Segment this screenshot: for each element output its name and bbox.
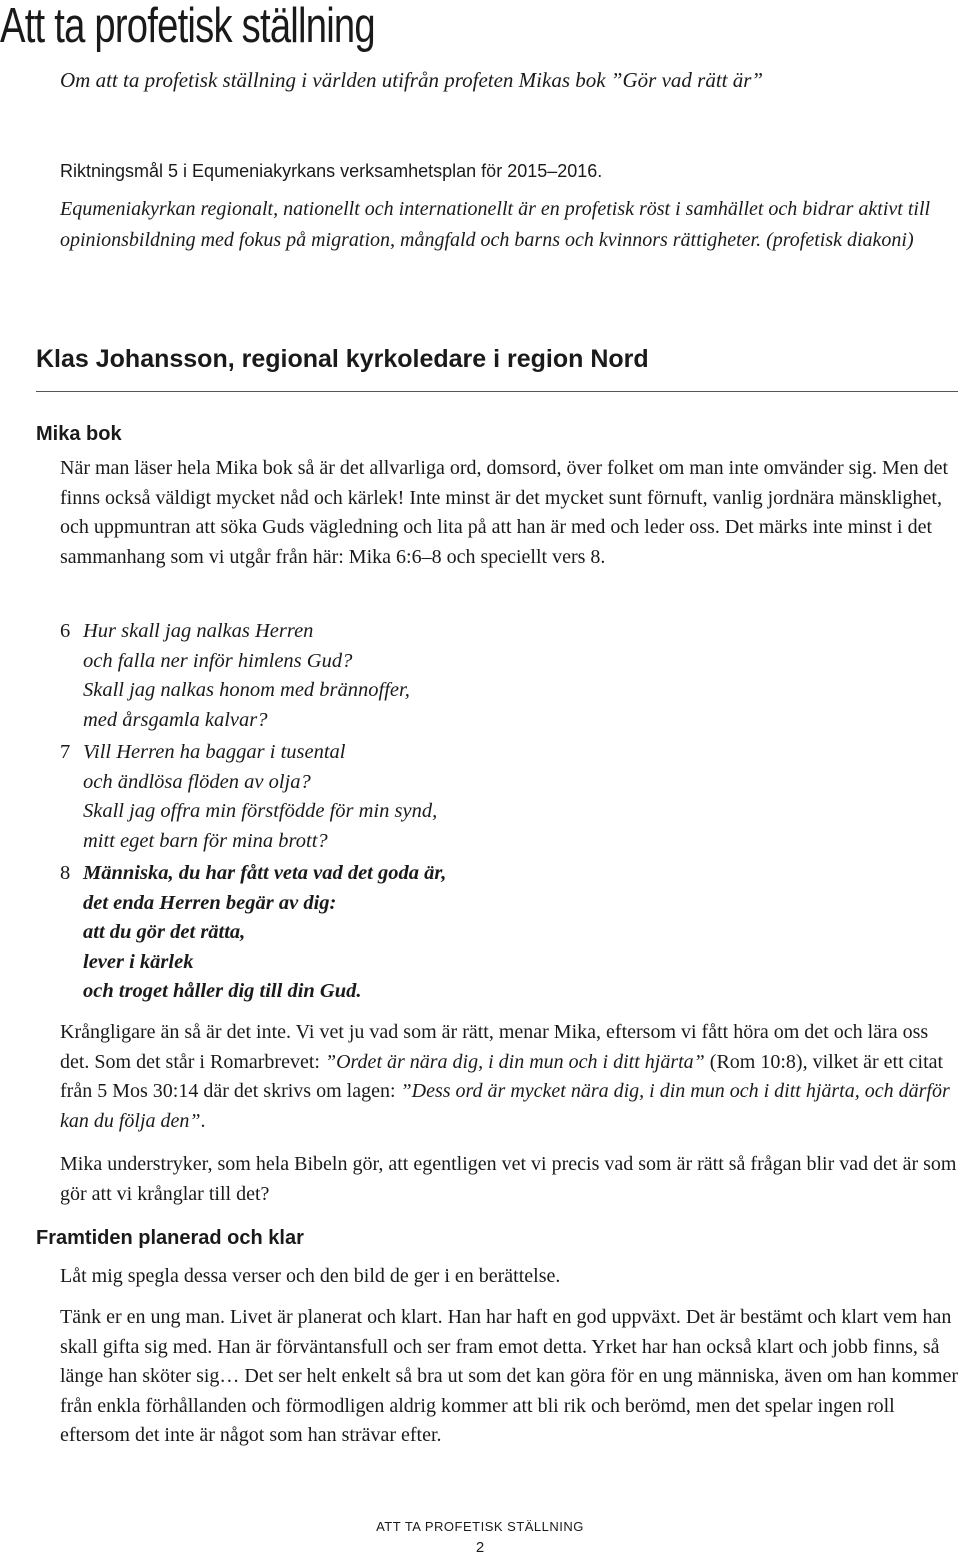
verse-line: Människa, du har fått veta vad det goda är, (83, 862, 447, 884)
quote-deuteronomy: ”Dess ord är mycket nära dig, i din mun och i ditt hjärta, och därför kan du följa den” (60, 1080, 950, 1132)
verse-line: och ändlösa flöden av olja? (83, 770, 311, 793)
paragraph-mika-understryker: Mika understryker, som hela Bibeln gör, att egentligen vet vi precis vad som är rätt så frågan blir vad det är som gör att vi krånglar till det? (60, 1153, 957, 1205)
verse-line: och falla ner inför himlens Gud? (83, 649, 353, 672)
running-footer-title: ATT TA PROFETISK STÄLLNING (376, 1519, 584, 1534)
divider (36, 391, 958, 392)
verse-line: med årsgamla kalvar? (83, 708, 268, 731)
verse-7 (60, 738, 960, 856)
text-run: Krångligare än så är det inte. Vi vet ju vad som är rätt, menar Mika, eftersom vi fått höra om det och lära oss det. Som det står i Romarbrevet: (60, 1021, 929, 1073)
verse-line: mitt eget barn för mina brott? (83, 829, 328, 852)
verse-6 (60, 617, 960, 735)
verse-line: Vill Herren ha baggar i tusental (83, 741, 346, 763)
verse-number: 7 (60, 741, 71, 763)
verse-block (60, 617, 960, 1007)
speaker-heading: Klas Johansson, regional kyrkoledare i region Nord (36, 345, 649, 373)
goal-text (60, 194, 960, 256)
page-subtitle: Om att ta profetisk ställning i världen utifrån profeten Mikas bok ”Gör vad rätt är” (60, 68, 764, 92)
text-run: . (200, 1109, 206, 1132)
quote-romans: ”Ordet är nära dig, i din mun och i ditt hjärta” (324, 1050, 705, 1073)
verse-line: att du gör det rätta, (83, 921, 246, 943)
verse-line: lever i kärlek (83, 950, 194, 973)
verse-number: 6 (60, 620, 71, 642)
page-number: 2 (475, 1539, 485, 1556)
verse-8 (60, 859, 960, 1007)
paragraph-berattelse: Tänk er en ung man. Livet är planerat och klart. Han har haft en god uppväxt. Det är bestämt och klart vem han skall gifta sig med. Han är förväntansfull och ser fram emot detta. Yrket har han också klart och jobb finns, så länge han sköter sig… Det ser helt enkelt så bra ut som det kan göra för en ung människa, även om han kommer från enkla förhållanden och förmodligen aldrig kommer att bli rik och berömd, men det spelar ingen roll eftersom det inte är något som han strävar efter. (60, 1306, 959, 1446)
goal-statement: Equmeniakyrkan regionalt, nationellt och internationellt är en profetisk röst i samhället och bidrar aktivt till opinionsbildning med fokus på migration, mångfald och barns och kvinnors rättigheter. (60, 198, 931, 251)
verse-line: och troget håller dig till din Gud. (83, 980, 362, 1002)
goal-heading: Riktningsmål 5 i Equmeniakyrkans verksamhetsplan för 2015–2016. (60, 161, 603, 181)
page-title: Att ta profetisk ställning (0, 0, 375, 53)
verse-line: det enda Herren begär av dig: (83, 891, 337, 914)
paragraph-berattelse-intro: Låt mig spegla dessa verser och den bild de ger i en berättelse. (60, 1265, 561, 1287)
section-heading-framtiden: Framtiden planerad och klar (36, 1227, 304, 1249)
verse-line: Hur skall jag nalkas Herren (83, 620, 314, 642)
paragraph-mika-bok: När man läser hela Mika bok så är det allvarliga ord, domsord, över folket om man inte omvänder sig. Men det finns också väldigt mycket nåd och kärlek! Inte minst är det mycket sunt förnuft, vanlig jordnära mänsklighet, och uppmuntran att söka Guds vägledning och lita på att han är med och leder oss. Det märks inte minst i det sammanhang som vi utgår från här: Mika 6:6–8 och speciellt vers 8. (60, 457, 949, 568)
verse-number: 8 (60, 862, 71, 884)
verse-line: Skall jag offra min förstfödde för min synd, (83, 800, 438, 822)
verse-line: Skall jag nalkas honom med brännoffer, (83, 679, 410, 701)
text-run: (Rom 10:8), vilket är ett citat från 5 Mos 30:14 där det skrivs om lagen: (60, 1050, 944, 1102)
goal-note: (profetisk diakoni) (761, 229, 914, 251)
paragraph-romarbrevet (60, 1018, 960, 1136)
section-heading-mika-bok: Mika bok (36, 423, 122, 445)
